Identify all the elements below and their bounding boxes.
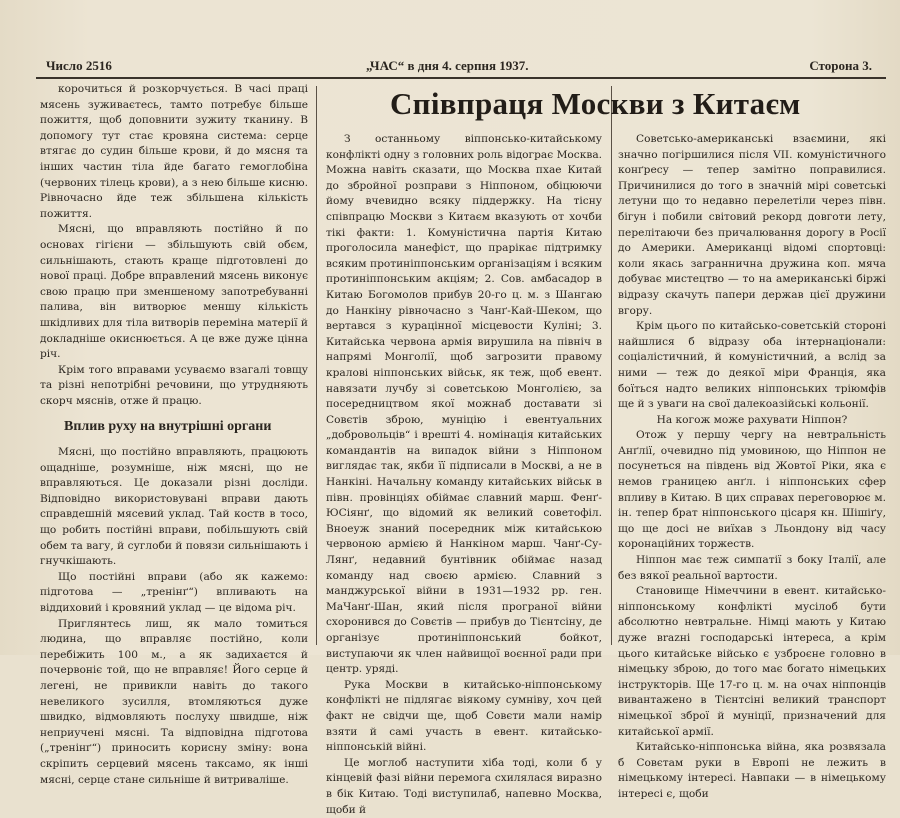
newspaper-name-date: „ЧАС“ в дня 4. серпня 1937. (366, 58, 529, 73)
section-subheading: Вплив руху на внутрішні органи (64, 419, 272, 435)
column-middle (326, 132, 602, 816)
paragraph: Крім цього по китайсько-советській стороні найшлися б відразу оба інтернаціонали: соціалістичний, й комуністичний, а вслід за ними — теж до деякої міри Франція, яка боїться надто великих ніппонських тріюмфів ще й з уваги на свої далекоазійські кольонії. (618, 320, 886, 411)
column-right (618, 132, 886, 800)
column-left (40, 82, 308, 786)
paragraph: Становище Німеччини в евент. китайсько-ніппонському конфлікті мусілоб бути абсолютно невтральне. Німці мають у Китаю дуже вrazні господарські інтереса, а крім цього китайське військо є узброєне головно в німецьку зброю, до того має богато німецьких інструкторів. Ще 17-го ц. м. на очах ніппонців вивантажено в Тієнтсіні великий транспорт німецької зброї й муніції, призначений для китайської армії. (618, 585, 886, 738)
paragraph: Приглянтесь лиш, як мало томиться людина, що вправляє постійно, коли перебіжить 100 м., а як задихаєтся й почервоніє той, що не вправляє! Його серце й легені, не привикли навіть до такого невеликого зусилля, втомляються дуже швидко, відмовляють послуху швидше, ніж неприучені мясні. Та відповідна підготова („тренінґ“) приносить корисну зміну: вона скріпить серцевий мясень таксамо, як інші мясні, серце стане сильніше й витриваліше. (40, 617, 308, 786)
paragraph: Советсько-американські взаємини, які значно погіршилися після VII. комуністичного конґресу — тепер замітно поправилися. Причинилися до того в значній мірі советські летуни що то недавно перелетіли через півн. бігун і побили світовий рекорд довготи лету, перелітаючи без причалювання дорогу в Росії до Америки. Американці відомі спортовці: коли якась заграннична дружина коп. мяча добуває мистецтво — то на американські біржі відразу скачуть папери держав цієї дружини вгору. (618, 133, 886, 317)
section-subheading: На когож може рахувати Ніппон? (656, 413, 848, 426)
masthead (36, 55, 886, 79)
paragraph: Що постійні вправи (або як кажемо: підготова — „тренінґ“) впливають на віддиховий і кровяний уклад — це відома річ. (40, 570, 308, 614)
issue-number: Число 2516 (46, 58, 112, 73)
paragraph: Рука Москви в китайсько-ніппонському конфлікті не підлягає віякому сумніву, хоч цей факт не свідчи ще, щоб Совєти мали намір взяти й самі участь в евент. китайсько-ніппонській війні. (326, 678, 602, 754)
article-headline: Співпраця Москви з Китаєм (390, 86, 801, 121)
paragraph: Ніппон має теж симпатії з боку Італії, але без вякої реальної вартости. (618, 554, 886, 582)
page-number: Сторона 3. (809, 58, 872, 73)
paragraph: Мясні, що вправляють постійно й по основах гігієни — збільшують свій обєм, сильнішають, стають краще підготовлені до нової праці. Добре вправлений мясень виконує свою працю при зменшеному запотребуванні палива, він витворює меншу кількість шкідливих для тіла витворів переміна матерії й докладніше окиснюється. А це вже дуже цінна річ. (40, 223, 308, 361)
paragraph: Отож у першу чергу на невтральність Анґлії, очевидно під умовиною, що Ніппон не посунеться на південь від Жовтої Ріки, яка є немов границею анґл. і ніппонських сфер впливу в Китаю. В цих справах переговорює м. ін. тепер брат ніппонського цісаря кн. Шішіґу, що ще досі не виїхав з Льондону від часу коронаційних торжеств. (618, 429, 886, 551)
paragraph: Крім того вправами усуваємо взагалі товщу та різні непотрібні речовини, що утрудняють скорч мяснів, отже й працю. (40, 363, 308, 407)
paragraph: Китайсько-ніппонська війна, яка розвязала б Совєтам руки в Европі не лежить в німецькому інтересі. Навпаки — в німецькому інтересі є, щоби (618, 741, 886, 800)
paragraph: З останньому віппонсько-китайському конфлікті одну з головних роль відограє Москва. Можна навіть сказати, що Москва пхае Китай до збройної розправи з Ніппоном, обіцюючи йому вчевидно всяку піддержку. На тісну співпрацю Москви з Китаєм вказують от хочби тікі факти: 1. Комуністична партія Китаю проголосила манефіст, що прарікає підтримку всяким протиніппонським організаціям і всяким протиніппонським акціям; 2. Сов. амбасадор в Китаю Богомолов прибув 20-го ц. м. з Шангаю до Нанкіну рівночасно з Чанґ-Кай-Шеком, що вертався з курацінної місцевости Куліні; 3. Китайська червона армія вирушила на північ в напрямі Монголії, щоб загрозити правому кралові ніппонських військ, як теж, щоб евент. навязати лучбу зі советською Монголією, за посередництвом якої можнаб доставати зі Совєтів зброю, муніцію і евентуальних „добровольців“ і врешті 4. номінація китайських командантів на випадок війни з Ніппоном виглядає так, якби її підписали в Москві, а не в Нанкіні. Начальну команду китайських військ в півн. провінціях обіймає славний марш. Фенґ-ЮСіянґ, що відомий як великий советофіл. Вноеуж знаний посередник між китайською червоною армією й Нанкіном марш. Чанґ-Су-Лянґ, недавний бунтівник обіймає назад команду над своєю армією. Славний з манджурської війни в 1931—1932 рр. ген. МаЧанґ-Шан, який після програної війни схоронився до Совєтів — прибув до Тієнтсіну, де організує протиніппонський бойкот, виступаючи як член найвищої воєнної ради при центр. уряді. (326, 133, 602, 676)
column-divider (611, 86, 612, 645)
column-divider (316, 86, 317, 645)
paragraph: корочиться й розкорчується. В часі праці мясень зуживаєтесь, тамто потребує більше пожиття, щоб доповнити зужиту тканину. В допомогу тут стає кровяна система: серце втягає до судин більше крови, й до мясня та інших частин тіла йде багато гемоглобіна (червоних тілець крови), а з нею більше кисню. Рівночасно йде теж збільшена кількість пожиття. (40, 83, 308, 220)
paragraph: Це мoглоб наступити хіба тоді, коли б у кінцевій фазі війни перемога схилялася виразно в бік Китаю. Тоді виступилаб, напевно Москва, щоби й (326, 756, 602, 816)
paragraph: Мясні, що постійно вправляють, працюють ощадніше, розумніше, ніж мясні, що не вправляються. Це доказали різні досліди. Відповідно використовувані вправи дають справдешній мясевий уклад. Тай коств в тoсo, що робить постійні вправи, побільшують свій обем та вагу, й суглоби й повязи сильнішають і гнучкішають. (40, 446, 308, 568)
